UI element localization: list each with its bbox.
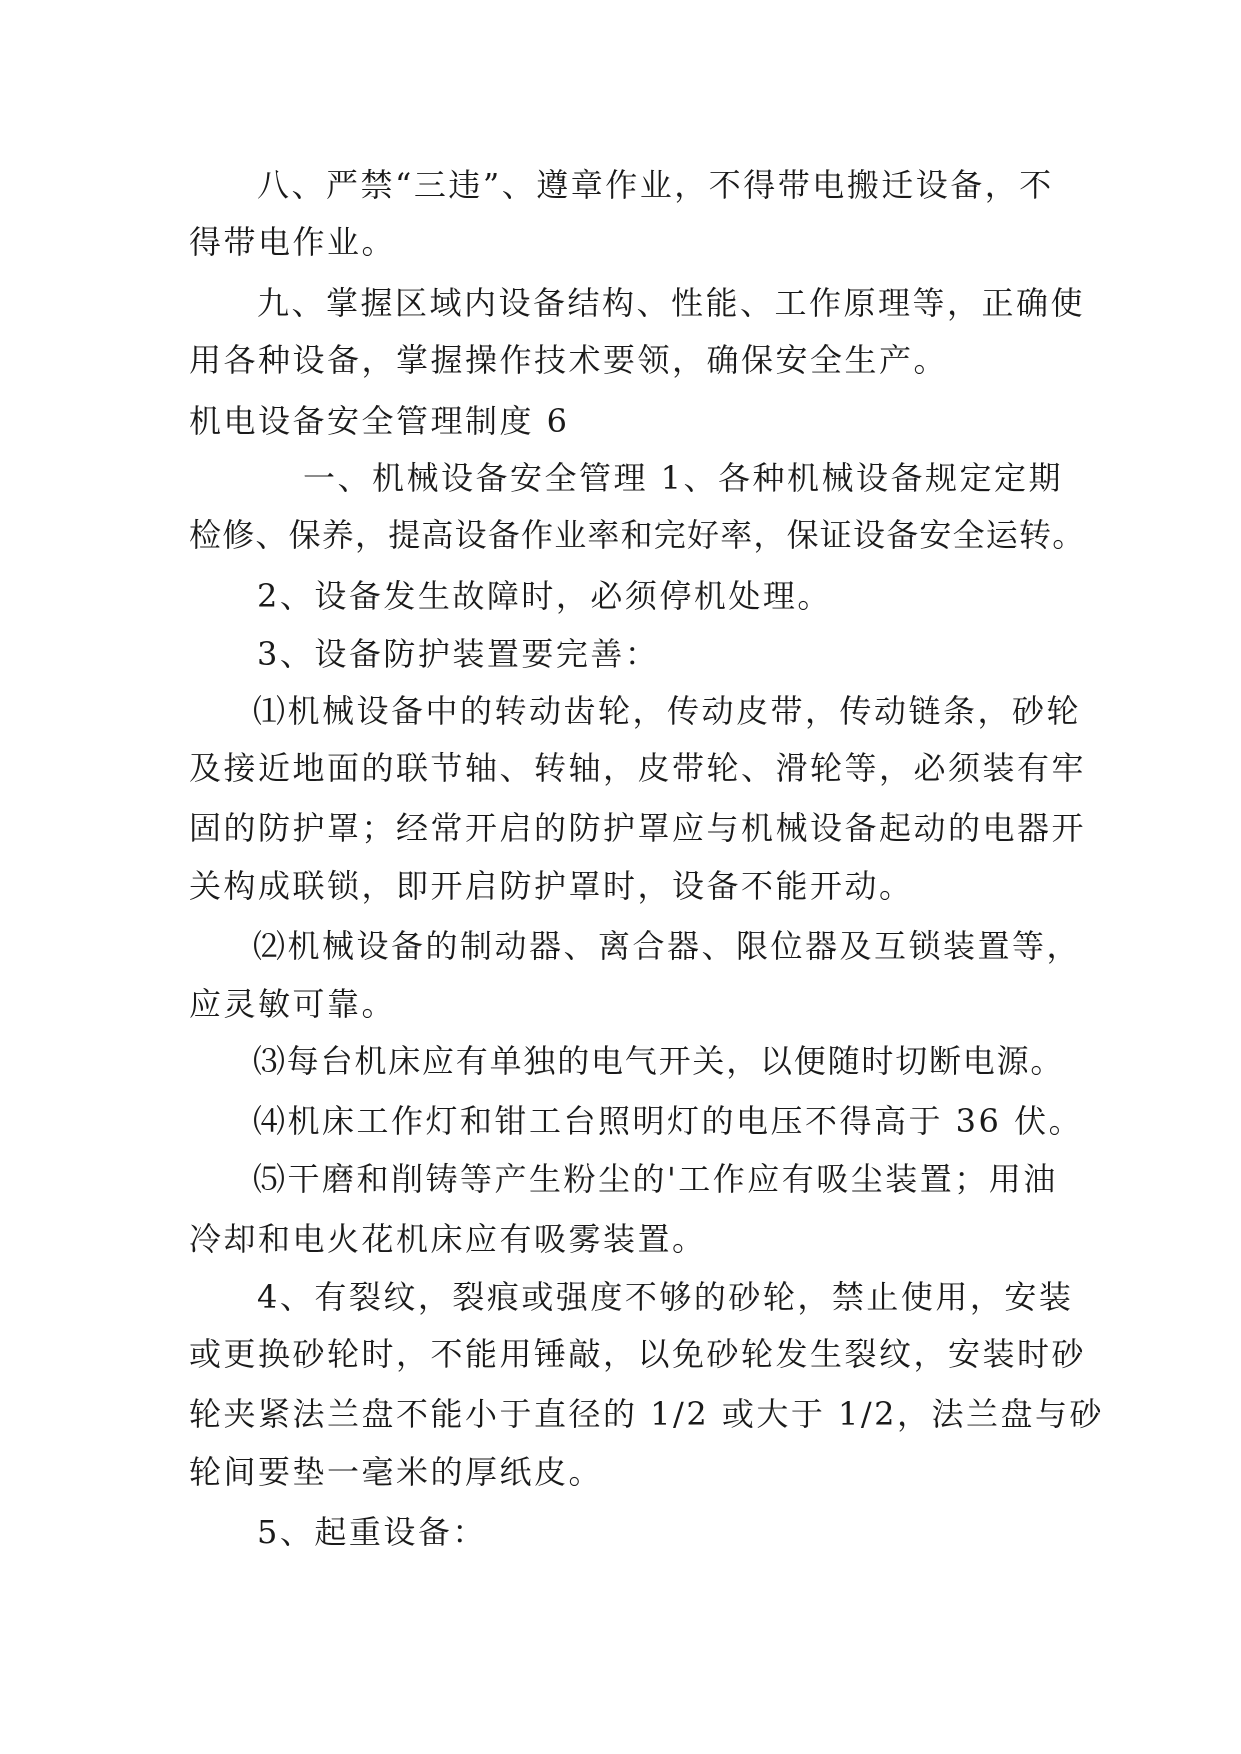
text-line: 2、设备发生故障时，必须停机处理。	[257, 577, 832, 615]
text-line: ⑶每台机床应有单独的电气开关，以便随时切断电源。	[253, 1042, 1065, 1080]
text-line: 九、掌握区域内设备结构、性能、工作原理等，正确使	[257, 284, 1086, 322]
text-line: ⑷机床工作灯和钳工台照明灯的电压不得高于 36 伏。	[253, 1102, 1084, 1140]
text-line: 冷却和电火花机床应有吸雾装置。	[189, 1220, 707, 1258]
text-line: 3、设备防护装置要完善：	[257, 635, 660, 673]
text-line: ⑴机械设备中的转动齿轮，传动皮带，传动链条，砂轮	[253, 692, 1082, 730]
text-line: 检修、保养，提高设备作业率和完好率，保证设备安全运转。	[189, 516, 1086, 554]
text-line: 应灵敏可靠。	[189, 985, 397, 1023]
text-line: 八、严禁“三违”、遵章作业，不得带电搬迁设备，不	[257, 166, 1054, 204]
text-line: 及接近地面的联节轴、转轴，皮带轮、滑轮等，必须装有牢	[189, 749, 1087, 787]
text-line: 用各种设备，掌握操作技术要领，确保安全生产。	[189, 341, 949, 379]
text-line: 一、机械设备安全管理 1、各种机械设备规定定期	[303, 459, 1064, 497]
text-line: 关构成联锁，即开启防护罩时，设备不能开动。	[189, 867, 914, 905]
text-line: ⑸干磨和削铸等产生粉尘的'工作应有吸尘装置；用油	[253, 1160, 1058, 1198]
text-line: 或更换砂轮时，不能用锤敲，以免砂轮发生裂纹，安装时砂	[189, 1335, 1087, 1373]
text-line: 轮夹紧法兰盘不能小于直径的 1/2 或大于 1/2，法兰盘与砂	[189, 1395, 1105, 1433]
section-heading: 机电设备安全管理制度 6	[189, 402, 570, 440]
text-line: 4、有裂纹，裂痕或强度不够的砂轮，禁止使用，安装	[257, 1278, 1074, 1316]
text-line: 5、起重设备：	[257, 1513, 487, 1551]
text-line: 得带电作业。	[189, 223, 397, 261]
text-line: ⑵机械设备的制动器、离合器、限位器及互锁装置等，	[253, 927, 1082, 965]
text-line: 固的防护罩；经常开启的防护罩应与机械设备起动的电器开	[189, 809, 1087, 847]
text-line: 轮间要垫一毫米的厚纸皮。	[189, 1453, 604, 1491]
